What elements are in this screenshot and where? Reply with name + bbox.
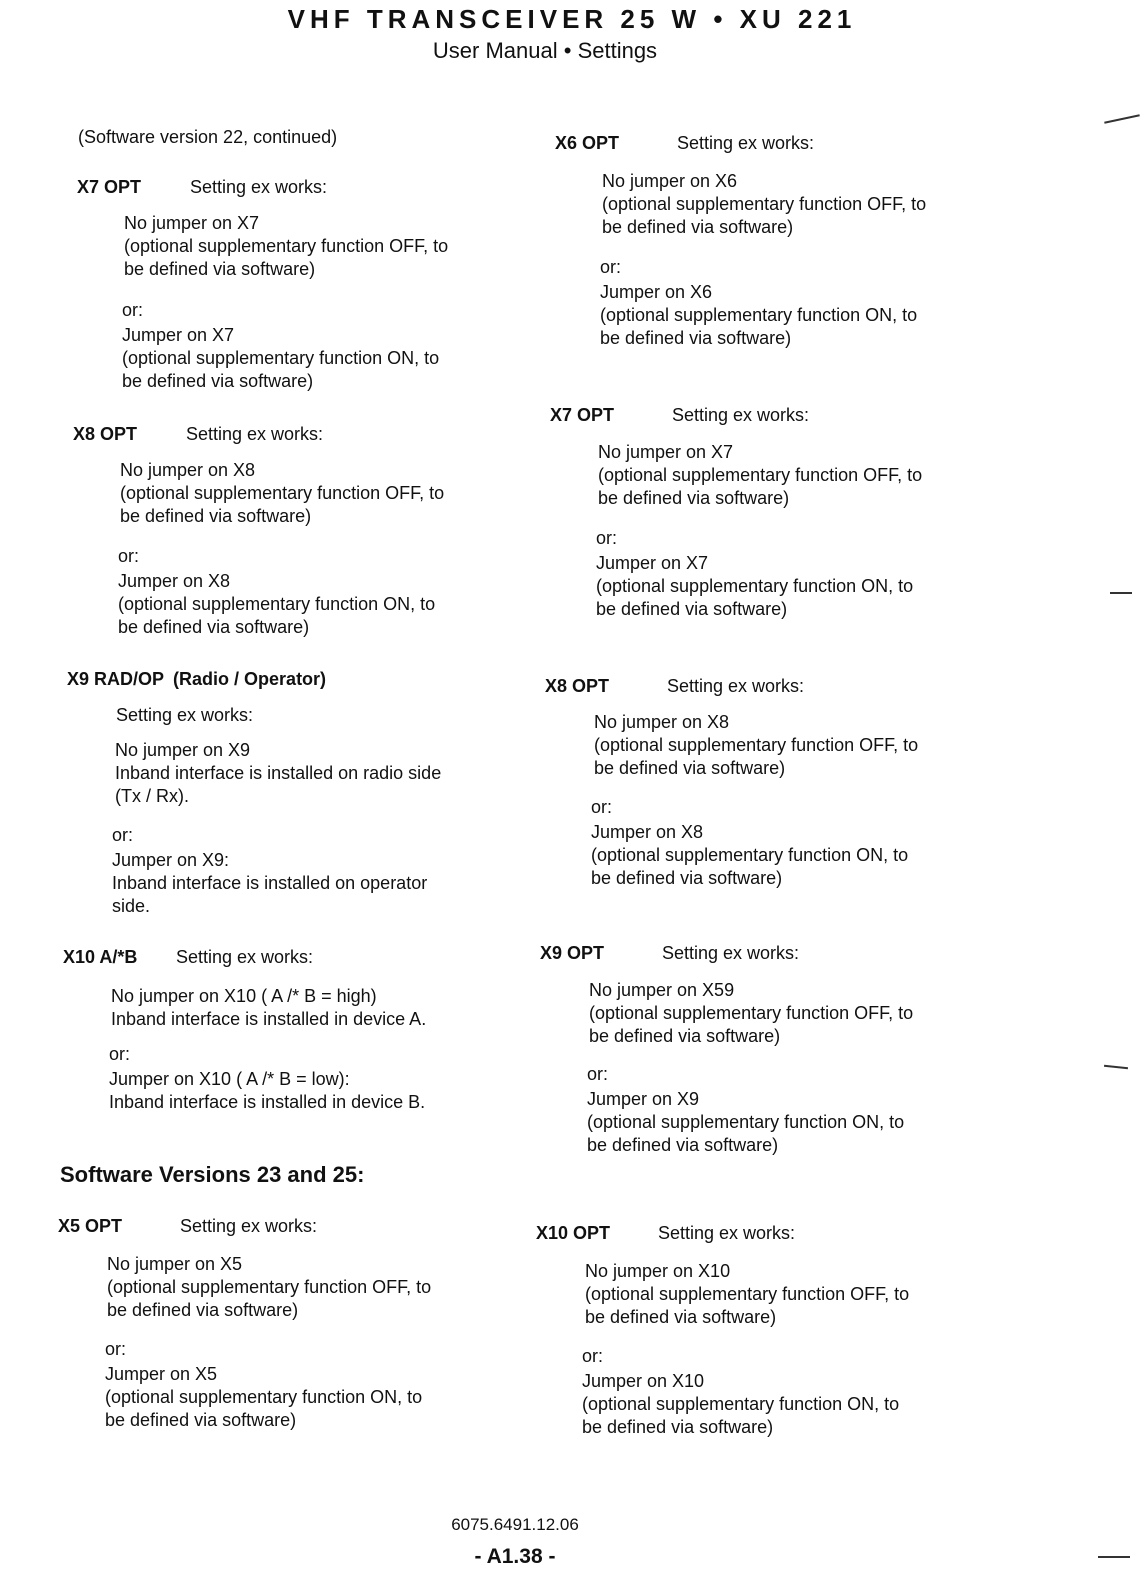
text-line: be defined via software) [589, 1026, 781, 1046]
jumper-description: (Radio / Operator) [173, 669, 327, 689]
setting-label: Setting ex works: [190, 177, 328, 197]
text-line: (optional supplementary function ON, to [105, 1387, 423, 1407]
jumper-x6-off-block-right [602, 170, 926, 239]
setting-label: Setting ex works: [672, 405, 810, 425]
jumper-x9-off-block-left [115, 739, 441, 808]
text-line: be defined via software) [105, 1410, 297, 1430]
text-line: (Tx / Rx). [115, 786, 189, 806]
text-line: (optional supplementary function OFF, to [107, 1277, 432, 1297]
jumper-x7-off-block-right [598, 441, 922, 510]
text-line: Inband interface is installed in device A. [111, 1009, 427, 1029]
text-line: Jumper on X7 [122, 325, 235, 345]
text-line: (optional supplementary function ON, to [600, 305, 918, 325]
or-label: or: [122, 300, 144, 320]
text-line: Jumper on X7 [596, 553, 709, 573]
jumper-id: X5 OPT [58, 1216, 123, 1236]
jumper-id: X7 OPT [550, 405, 615, 425]
jumper-x6-header-right [555, 133, 814, 154]
text-line: (optional supplementary function OFF, to [602, 194, 927, 214]
text-line: Inband interface is installed on operator [112, 873, 428, 893]
text-line: be defined via software) [591, 868, 783, 888]
text-line: (optional supplementary function ON, to [587, 1112, 905, 1132]
text-line: No jumper on X5 [107, 1254, 243, 1274]
jumper-x9-header-left [67, 669, 326, 690]
jumper-id: X8 OPT [73, 424, 138, 444]
text-line: No jumper on X10 [585, 1261, 731, 1281]
or-label: or: [587, 1064, 609, 1084]
jumper-x9-header-right [540, 943, 799, 964]
jumper-x10-off-block-left [111, 985, 426, 1031]
text-line: No jumper on X10 ( A /* B = high) [111, 986, 377, 1006]
text-line: (optional supplementary function OFF, to [120, 483, 445, 503]
text-line: be defined via software) [107, 1300, 299, 1320]
jumper-x10-header-right [536, 1223, 795, 1244]
text-line: be defined via software) [118, 617, 310, 637]
jumper-id: X8 OPT [545, 676, 610, 696]
text-line: be defined via software) [598, 488, 790, 508]
text-line: (optional supplementary function OFF, to [598, 465, 923, 485]
or-label: or: [118, 546, 140, 566]
jumper-x8-on-block-right [591, 796, 908, 890]
or-label: or: [105, 1339, 127, 1359]
jumper-id: X7 OPT [77, 177, 142, 197]
document-number: 6075.6491.12.06 [451, 1515, 579, 1534]
text-line: No jumper on X8 [594, 712, 730, 732]
text-line: No jumper on X7 [598, 442, 734, 462]
jumper-x8-header-left [73, 424, 323, 445]
jumper-x10-header-left [63, 947, 313, 968]
text-line: (optional supplementary function OFF, to [594, 735, 919, 755]
text-line: Jumper on X6 [600, 282, 713, 302]
text-line: be defined via software) [582, 1417, 774, 1437]
setting-label: Setting ex works: [186, 424, 324, 444]
text-line: Jumper on X5 [105, 1364, 218, 1384]
text-line: Jumper on X10 ( A /* B = low): [109, 1069, 350, 1089]
jumper-x9-off-block-right [589, 979, 913, 1048]
text-line: Inband interface is installed in device B. [109, 1092, 426, 1112]
text-line: (optional supplementary function ON, to [591, 845, 909, 865]
text-line: No jumper on X9 [115, 740, 251, 760]
margin-mark [1104, 114, 1140, 123]
or-label: or: [582, 1346, 604, 1366]
jumper-id: X10 OPT [536, 1223, 611, 1243]
document-subtitle: User Manual • Settings [432, 38, 658, 63]
jumper-x7-header-left [77, 177, 327, 198]
text-line: be defined via software) [594, 758, 786, 778]
jumper-x8-header-right [545, 676, 804, 697]
setting-label: Setting ex works: [180, 1216, 318, 1236]
jumper-x7-off-block-left [124, 212, 448, 281]
text-line: be defined via software) [602, 217, 794, 237]
text-line: be defined via software) [124, 259, 316, 279]
text-line: No jumper on X8 [120, 460, 256, 480]
text-line: Inband interface is installed on radio side [115, 763, 442, 783]
text-line: (optional supplementary function OFF, to [589, 1003, 914, 1023]
setting-label: Setting ex works: [677, 133, 815, 153]
text-line: be defined via software) [600, 328, 792, 348]
jumper-x10-on-block-left [109, 1043, 425, 1114]
jumper-x5-on-block-left [105, 1338, 422, 1432]
setting-label: Setting ex works: [176, 947, 314, 967]
jumper-x7-on-block-left [122, 299, 439, 393]
text-line: (optional supplementary function ON, to [118, 594, 436, 614]
jumper-x10-on-block-right [582, 1345, 899, 1439]
text-line: (optional supplementary function OFF, to [124, 236, 449, 256]
text-line: No jumper on X6 [602, 171, 738, 191]
jumper-x8-off-block-right [594, 711, 918, 780]
text-line: Jumper on X9 [587, 1089, 700, 1109]
text-line: Jumper on X10 [582, 1371, 705, 1391]
text-line: No jumper on X59 [589, 980, 735, 1000]
jumper-id: X9 RAD/OP [67, 669, 165, 689]
jumper-x9-on-block-left [112, 824, 427, 918]
page-number: - A1.38 - [474, 1545, 556, 1568]
text-line: No jumper on X7 [124, 213, 260, 233]
continued-note: (Software version 22, continued) [78, 127, 338, 147]
jumper-x7-on-block-right [596, 527, 913, 621]
text-line: Jumper on X8 [591, 822, 704, 842]
setting-label: Setting ex works: [662, 943, 800, 963]
margin-mark [1098, 1556, 1130, 1558]
jumper-id: X9 OPT [540, 943, 605, 963]
text-line: (optional supplementary function ON, to [582, 1394, 900, 1414]
text-line: (optional supplementary function ON, to [122, 348, 440, 368]
text-line: be defined via software) [587, 1135, 779, 1155]
jumper-x9-on-block-right [587, 1063, 904, 1157]
setting-label: Setting ex works: [667, 676, 805, 696]
setting-label: Setting ex works: [116, 705, 254, 725]
margin-mark [1110, 592, 1132, 594]
text-line: Jumper on X9: [112, 850, 230, 870]
text-line: be defined via software) [596, 599, 788, 619]
text-line: (optional supplementary function OFF, to [585, 1284, 910, 1304]
document-title: VHF TRANSCEIVER 25 W • XU 221 [287, 4, 857, 34]
section-heading: Software Versions 23 and 25: [60, 1162, 365, 1187]
jumper-x5-off-block-left [107, 1253, 431, 1322]
text-line: be defined via software) [585, 1307, 777, 1327]
or-label: or: [591, 797, 613, 817]
jumper-x8-off-block-left [120, 459, 444, 528]
or-label: or: [600, 257, 622, 277]
jumper-x8-on-block-left [118, 545, 435, 639]
text-line: be defined via software) [120, 506, 312, 526]
margin-mark [1104, 1065, 1128, 1069]
jumper-x7-header-right [550, 405, 809, 426]
text-line: be defined via software) [122, 371, 314, 391]
jumper-x6-on-block-right [600, 256, 917, 350]
or-label: or: [596, 528, 618, 548]
or-label: or: [112, 825, 134, 845]
setting-label: Setting ex works: [658, 1223, 796, 1243]
or-label: or: [109, 1044, 131, 1064]
jumper-id: X6 OPT [555, 133, 620, 153]
text-line: Jumper on X8 [118, 571, 231, 591]
text-line: (optional supplementary function ON, to [596, 576, 914, 596]
text-line: side. [112, 896, 151, 916]
jumper-x5-header-left [58, 1216, 317, 1237]
jumper-id: X10 A/*B [63, 947, 138, 967]
jumper-x10-off-block-right [585, 1260, 909, 1329]
